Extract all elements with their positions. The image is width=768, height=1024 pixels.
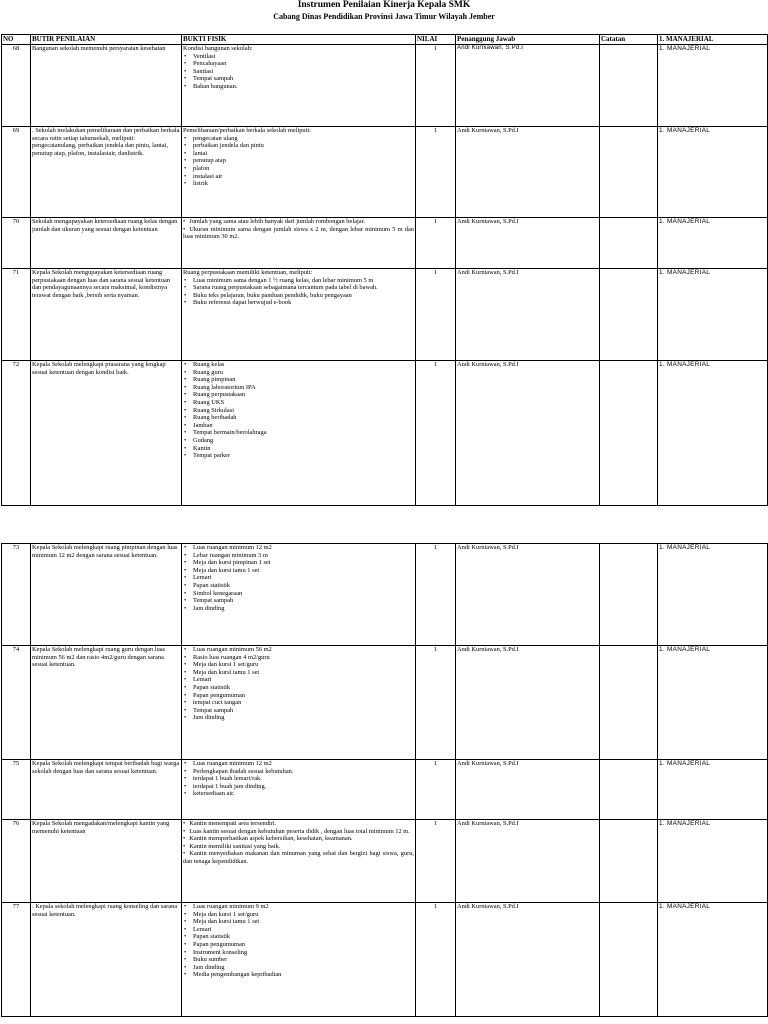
penanggung-jawab-cell: Andi Kurniawan, S.Pd.I: [456, 45, 600, 127]
bukti-item: • Buku referensi dapat berwujud e-book: [183, 299, 414, 307]
bukti-item: • Gudang: [183, 437, 414, 445]
penanggung-jawab-cell: Andi Kurniawan, S.Pd.I: [456, 903, 600, 1017]
row-number: 76: [2, 820, 31, 903]
bukti-item: • Tempat sampah: [183, 707, 414, 715]
bukti-item: • Perlengkapan ibadah sesuai kebutuhan.: [183, 768, 414, 776]
bukti-item: • Ruang beribadah: [183, 414, 414, 422]
kategori-cell: 1. MANAJERIAL: [658, 269, 768, 361]
kategori-cell: 1. MANAJERIAL: [658, 361, 768, 506]
nilai-cell: 1: [416, 760, 456, 820]
table-row: [2, 361, 768, 506]
butir-penilaian-cell: Kepala Sekolah mengupayakan ketersediaan ruang perpustakaan dengan luas dan sarana sesuai ketentuan dan pendayagunaannya secara maksimal, kondisinya terawat dengan baik ,bersih serta nyaman.: [31, 269, 182, 361]
nilai-cell: 1: [416, 544, 456, 646]
row-number: 74: [2, 646, 31, 760]
bukti-item: • Bahan bangunan.: [183, 83, 414, 91]
document-title: Instrumen Penilaian Kinerja Kepala SMK: [297, 0, 471, 10]
bukti-item: • Ruang guru: [183, 369, 414, 377]
bukti-item: • Luas minimum sama dengan 1 ½ ruang kelas, dan lebar minimum 5 m: [183, 277, 414, 285]
bukti-item: • Jamban: [183, 422, 414, 430]
row-number: 70: [2, 218, 31, 269]
bukti-item: • Meja dan kursi 1 set/guru: [183, 661, 414, 669]
butir-penilaian-cell: Kepala Sekolah melengkapi ruang guru dengan luas minimum 56 m2 dan rasio 4m2/guru dengan sarana sesuai ketentuan.: [31, 646, 182, 760]
bukti-list: [183, 218, 414, 241]
bukti-intro: Pemeliharaan/perbaikan berkala sekolah meliputi:: [183, 127, 311, 134]
document-subtitle: Cabang Dinas Pendidikan Provinsi Jawa Timur Wilayah Jember: [273, 12, 495, 21]
col-header-catatan: Catatan: [600, 35, 658, 45]
table-row: [2, 218, 768, 269]
table-row: [2, 45, 768, 127]
penanggung-jawab-cell: Andi Kurniawan, S.Pd.I: [456, 269, 600, 361]
bukti-item: • Meja dan kursi tamu 1 set: [183, 567, 414, 575]
bukti-item: • listrik: [183, 180, 414, 188]
row-number: 72: [2, 361, 31, 506]
col-header-nilai: NILAI: [416, 35, 456, 45]
bukti-item: • plafon: [183, 165, 414, 173]
bukti-item: • Lebar ruangan minimum 3 m: [183, 552, 414, 560]
row-number: 71: [2, 269, 31, 361]
penanggung-jawab-cell: Andi Kurniawan, S.Pd.I: [456, 544, 600, 646]
row-number: 77: [2, 903, 31, 1017]
bukti-item: • Meja dan kursi tamu 1 set: [183, 669, 414, 677]
col-header-butir: BUTIR PENILAIAN: [31, 35, 182, 45]
bukti-item: • Papan statistik: [183, 684, 414, 692]
col-header-no: NO: [2, 35, 31, 45]
kategori-cell: 1. MANAJERIAL: [658, 218, 768, 269]
catatan-cell: [600, 218, 658, 269]
bukti-fisik-cell: [182, 218, 416, 269]
butir-penilaian-cell: . Kepala sekolah melengkapi ruang konseling dan sarana sesuai ketentuan.: [31, 903, 182, 1017]
bukti-item: • Tempat bermain/berolahraga: [183, 429, 414, 437]
bukti-item: • Pencahayaan: [183, 60, 414, 68]
col-header-bukti: BUKTI FISIK: [182, 35, 416, 45]
butir-penilaian-cell: Kepala Sekolah melengkapi tempat beribadah bagi warga sekolah dengan luas dan sarana sesuai ketentuan.: [31, 760, 182, 820]
table-row: [2, 127, 768, 218]
bukti-list: [183, 361, 414, 460]
butir-penilaian-cell: Bangunan sekolah memenuhi persyaratan kesehatan: [31, 45, 182, 127]
catatan-cell: [600, 45, 658, 127]
nilai-cell: 1: [416, 646, 456, 760]
bukti-fisik-cell: [182, 45, 416, 127]
bukti-list: [183, 53, 414, 91]
bukti-item: • Lemari: [183, 676, 414, 684]
kategori-cell: 1. MANAJERIAL: [658, 646, 768, 760]
bukti-fisik-cell: [182, 646, 416, 760]
bukti-list: [183, 646, 414, 722]
bukti-item: • Ruang UKS: [183, 399, 414, 407]
bukti-list: [183, 760, 414, 798]
bukti-item: • Ruang kelas: [183, 361, 414, 369]
bukti-list: [183, 903, 414, 979]
catatan-cell: [600, 544, 658, 646]
bukti-item: • terdapat 1 buah jam dinding.: [183, 783, 414, 791]
bukti-item: • Kantin memiliki sanitasi yang baik.: [183, 843, 414, 851]
bukti-item: • Ruang perpustakaan: [183, 391, 414, 399]
bukti-item: • Ventilasi: [183, 53, 414, 61]
bukti-item: • Instrument konseling: [183, 949, 414, 957]
catatan-cell: [600, 903, 658, 1017]
bukti-list: [183, 277, 414, 307]
table-row: [2, 903, 768, 1017]
bukti-item: • Kantin menempati area tersendiri.: [183, 820, 414, 828]
bukti-item: • Lemari: [183, 926, 414, 934]
bukti-item: • Media pengembangan kepribadian: [183, 971, 414, 979]
bukti-item: • Jumlah yang sama atau lebih banyak dari jumlah rombongan belajar.: [183, 218, 414, 226]
bukti-intro: Ruang perpustakaan memiliki ketentuan, meliputi:: [183, 269, 313, 276]
table-row: [2, 820, 768, 903]
bukti-item: • terdapat 1 buah lemari/rak.: [183, 775, 414, 783]
nilai-cell: 1: [416, 45, 456, 127]
bukti-item: • Buku sumber: [183, 956, 414, 964]
nilai-cell: 1: [416, 820, 456, 903]
nilai-cell: 1: [416, 218, 456, 269]
bukti-item: • Lemari: [183, 574, 414, 582]
catatan-cell: [600, 127, 658, 218]
bukti-item: • Simbol kenegaraan: [183, 590, 414, 598]
table-header-row: [2, 35, 768, 45]
bukti-item: • Luas kantin sesuai dengan kebutuhan peserta didik , dengan luas total minimum 12 m.: [183, 828, 414, 836]
nilai-cell: 1: [416, 127, 456, 218]
catatan-cell: [600, 760, 658, 820]
bukti-item: • Papan pengumuman: [183, 692, 414, 700]
kategori-cell: 1. MANAJERIAL: [658, 127, 768, 218]
catatan-cell: [600, 646, 658, 760]
catatan-cell: [600, 269, 658, 361]
bukti-item: • Papan statistik: [183, 582, 414, 590]
butir-penilaian-cell: Kepala Sekolah melengkapi prasarana yang lengkap sesuai ketentuan dengan kondisi baik.: [31, 361, 182, 506]
bukti-fisik-cell: [182, 903, 416, 1017]
butir-penilaian-cell: Kepala Sekolah melengkapi ruang pimpinan dengan luas minimum 12 m2 dengan sarana sesuai ketentuan.: [31, 544, 182, 646]
kategori-cell: 1. MANAJERIAL: [658, 820, 768, 903]
kategori-cell: 1. MANAJERIAL: [658, 45, 768, 127]
table-row: [2, 544, 768, 646]
col-header-pj: Penanggung Jawab: [456, 35, 600, 45]
bukti-item: • instalasi air: [183, 173, 414, 181]
penanggung-jawab-cell: Andi Kurniawan, S.Pd.I: [456, 361, 600, 506]
bukti-item: • Meja dan kursi 1 set/guru: [183, 911, 414, 919]
row-number: 69: [2, 127, 31, 218]
bukti-item: • Ukuran minimum sama dengan jumlah siswa x 2 m, dengan lebar minimum 5 m dan luas minimum 30 m2.: [183, 226, 414, 241]
nilai-cell: 1: [416, 903, 456, 1017]
butir-penilaian-cell: . Sekolah melakukan pemeliharaan dan perbaikan berkala secara rutin setiap tahunsekali, meliputi: pengecatanulang, perbaikan jendela dan pintu, lantai, penutup atap, plafon, instalasiair, danlistrik.: [31, 127, 182, 218]
penanggung-jawab-cell: Andi Kurniawan, S.Pd.I: [456, 820, 600, 903]
row-number: 75: [2, 760, 31, 820]
bukti-item: • tempat cuci tangan: [183, 699, 414, 707]
bukti-fisik-cell: [182, 269, 416, 361]
bukti-list: [183, 820, 414, 866]
bukti-fisik-cell: [182, 760, 416, 820]
bukti-item: • Rasio luas ruangan 4 m2/guru: [183, 654, 414, 662]
penanggung-jawab-cell: Andi Kurniawan, S.Pd.I: [456, 218, 600, 269]
bukti-item: • Ruang laboratorium IPA: [183, 384, 414, 392]
assessment-table-2: [1, 543, 768, 1017]
penanggung-jawab-cell: Andi Kurniawan, S.Pd.I: [456, 127, 600, 218]
bukti-item: • Luas ruangan minimum 9 m2: [183, 903, 414, 911]
penanggung-jawab-cell: Andi Kurniawan, S.Pd.I: [456, 646, 600, 760]
bukti-item: • Luas ruangan minimum 12 m2: [183, 760, 414, 768]
bukti-item: • Kantin: [183, 445, 414, 453]
penanggung-jawab-cell: Andi Kurniawan, S.Pd.I: [456, 760, 600, 820]
kategori-cell: 1. MANAJERIAL: [658, 760, 768, 820]
bukti-fisik-cell: [182, 127, 416, 218]
bukti-item: • perbaikan jendela dan pintu: [183, 142, 414, 150]
bukti-item: • ketersediaan air.: [183, 790, 414, 798]
catatan-cell: [600, 820, 658, 903]
catatan-cell: [600, 361, 658, 506]
bukti-item: • Sanitasi: [183, 68, 414, 76]
nilai-cell: 1: [416, 361, 456, 506]
bukti-item: • pengecatan ulang: [183, 135, 414, 143]
bukti-item: • Buku teks pelajaran, buku panduan pendidik, buku pengayaan: [183, 292, 414, 300]
table-row: [2, 269, 768, 361]
bukti-item: • Tempat parker: [183, 452, 414, 460]
bukti-item: • Ruang pimpinan: [183, 376, 414, 384]
bukti-item: • Meja dan kursi pimpinan 1 set: [183, 559, 414, 567]
kategori-cell: 1. MANAJERIAL: [658, 544, 768, 646]
bukti-item: • Papan pengumuman: [183, 941, 414, 949]
bukti-item: • Luas ruangan minimum 12 m2: [183, 544, 414, 552]
bukti-item: • Tempat sampah: [183, 597, 414, 605]
bukti-item: • Papan statistik: [183, 933, 414, 941]
kategori-cell: 1. MANAJERIAL: [658, 903, 768, 1017]
bukti-list: [183, 544, 414, 612]
bukti-item: • penutup atap: [183, 157, 414, 165]
bukti-item: • Jam dinding: [183, 714, 414, 722]
bukti-item: • Luas ruangan minimum 56 m2: [183, 646, 414, 654]
row-number: 73: [2, 544, 31, 646]
bukti-fisik-cell: [182, 544, 416, 646]
butir-penilaian-cell: Kepala Sekolah mengadakan/melengkapi kantin yang memenuhi ketentuan: [31, 820, 182, 903]
table-row: [2, 760, 768, 820]
bukti-item: • Jam dinding: [183, 964, 414, 972]
bukti-intro: Kondisi bangunan sekolah:: [183, 45, 253, 52]
bukti-fisik-cell: [182, 361, 416, 506]
col-header-kategori: 1. MANAJERIAL: [658, 35, 768, 45]
assessment-table-1: [1, 34, 768, 506]
bukti-item: • Sarana ruang perpustakaan sebagaimana tercantum pada tabel di bawah.: [183, 284, 414, 292]
table-row: [2, 646, 768, 760]
bukti-item: • Kantin memperhatikan aspek kebersihan, kesehatan, keamanan.: [183, 835, 414, 843]
row-number: 68: [2, 45, 31, 127]
bukti-item: • Kantin menyediakan makanan dan minuman yang sehat dan bergizi bagi siswa, guru, dan tenaga kependidikan.: [183, 850, 414, 865]
butir-penilaian-cell: Sekolah mengupayakan ketersediaan ruang kelas dengan jumlah dan ukuran yang sesuai dengan ketentuan: [31, 218, 182, 269]
bukti-item: • Meja dan kursi tamu 1 set: [183, 918, 414, 926]
bukti-item: • Ruang Sirkulasi: [183, 407, 414, 415]
bukti-fisik-cell: [182, 820, 416, 903]
bukti-item: • lantai: [183, 150, 414, 158]
bukti-item: • Tempat sampah: [183, 75, 414, 83]
bukti-item: • Jam dinding: [183, 605, 414, 613]
nilai-cell: 1: [416, 269, 456, 361]
bukti-list: [183, 135, 414, 188]
